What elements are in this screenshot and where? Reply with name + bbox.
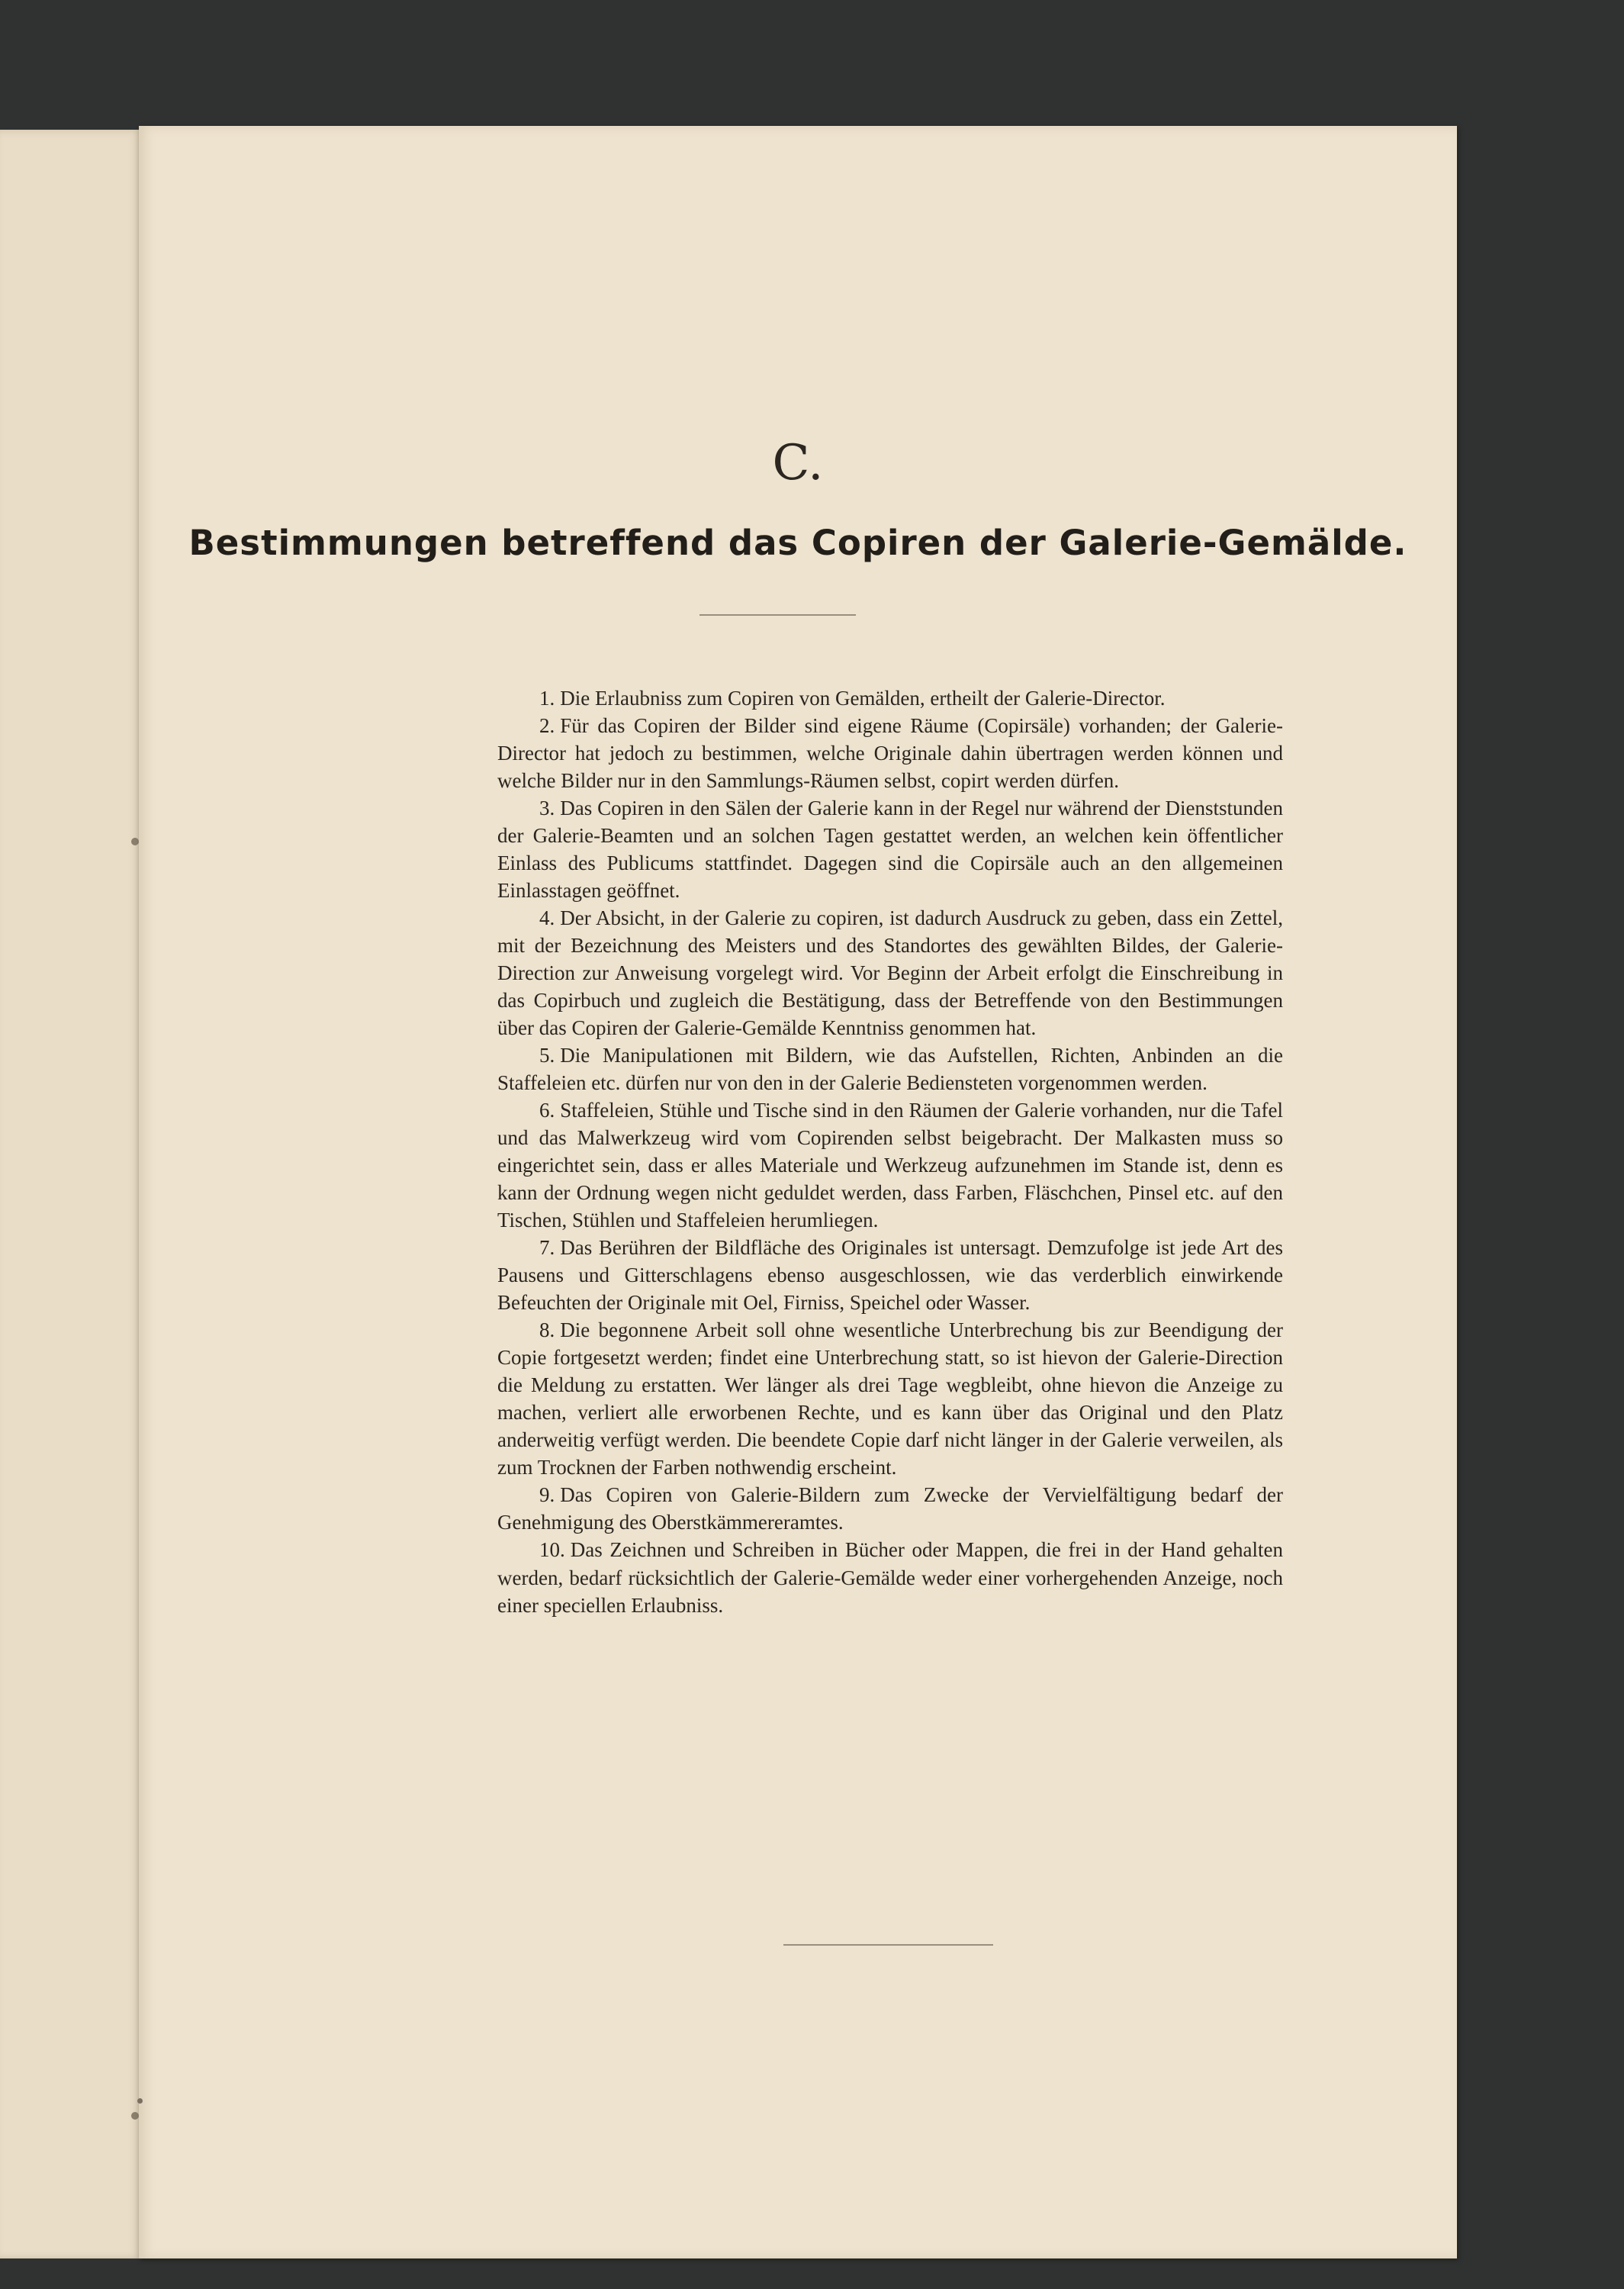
binding-mark — [131, 838, 139, 845]
rule-item — [497, 1316, 1283, 1481]
rule-number: 2. — [539, 714, 555, 738]
rule-item — [497, 1041, 1283, 1096]
title-divider — [699, 614, 856, 616]
rule-text: Das Copiren von Galerie-Bildern zum Zwecke der Vervielfältigung bedarf der Genehmigung des Oberstkämmereramtes. — [497, 1483, 1283, 1534]
rule-item — [497, 712, 1283, 794]
rule-text: Die Erlaubniss zum Copiren von Gemälden, ertheilt der Galerie-Director. — [560, 687, 1166, 710]
rules-list — [497, 684, 1283, 1619]
rule-text: Das Berühren der Bildfläche des Originales ist untersagt. Demzufolge ist jede Art des Pausens und Gitterschlagens ebenso ausgeschlossen, wie das verderblich einwirkende Befeuchten der Originale mit Oel, Firniss, Speichel oder Wasser. — [497, 1236, 1283, 1315]
rule-text: Für das Copiren der Bilder sind eigene Räume (Copirsäle) vorhanden; der Galerie-Director hat jedoch zu bestimmen, welche Originale dahin übertragen werden können und welche Bilder nur in den Sammlungs-Räumen selbst, copirt werden dürfen. — [497, 714, 1283, 793]
rule-item — [497, 1234, 1283, 1316]
rule-number: 6. — [539, 1099, 555, 1122]
rule-number: 4. — [539, 906, 555, 930]
rule-text: Das Zeichnen und Schreiben in Bücher oder Mappen, die frei in der Hand gehalten werden, bedarf rücksichtlich der Galerie-Gemälde weder einer vorhergehenden Anzeige, noch einer speciellen Erlaubniss. — [497, 1538, 1283, 1617]
rule-text: Das Copiren in den Sälen der Galerie kann in der Regel nur während der Dienststunden der Galerie-Beamten und an solchen Tagen gestattet werden, an welchen kein öffentlicher Einlass des Publicums stattfindet. Dagegen sind die Copirsäle auch an den allgemeinen Einlasstagen geöffnet. — [497, 797, 1283, 903]
rule-item — [497, 794, 1283, 904]
rule-item — [497, 904, 1283, 1041]
rule-number: 3. — [539, 797, 555, 820]
rule-number: 7. — [539, 1236, 555, 1260]
rule-number: 8. — [539, 1318, 555, 1342]
rule-item — [497, 684, 1283, 712]
rule-number: 5. — [539, 1044, 555, 1067]
document-page — [139, 126, 1457, 2258]
binding-mark — [131, 2112, 139, 2120]
section-letter: C. — [772, 435, 824, 491]
rule-item — [497, 1481, 1283, 1536]
rule-item — [497, 1096, 1283, 1234]
rule-text: Staffeleien, Stühle und Tische sind in den Räumen der Galerie vorhanden, nur die Tafel und das Malwerkzeug wird vom Copirenden selbst beigebracht. Der Malkasten muss so eingerichtet sein, dass er alles Materiale und Werkzeug aufzunehmen im Stande ist, denn es kann der Ordnung wegen nicht geduldet werden, dass Farben, Fläschchen, Pinsel etc. auf den Tischen, Stühlen und Staffeleien herumliegen. — [497, 1099, 1283, 1232]
rule-number: 1. — [539, 687, 555, 710]
end-divider — [783, 1944, 993, 1946]
rule-text: Die Manipulationen mit Bildern, wie das Aufstellen, Richten, Anbinden an die Staffeleien etc. dürfen nur von den in der Galerie Bediensteten vorgenommen werden. — [497, 1044, 1283, 1095]
rule-item — [497, 1536, 1283, 1618]
page-title: Bestimmungen betreffend das Copiren der Galerie-Gemälde. — [188, 523, 1407, 563]
paper-speck — [137, 2098, 143, 2104]
rule-text: Die begonnene Arbeit soll ohne wesentliche Unterbrechung bis zur Beendigung der Copie fortgesetzt werden; findet eine Unterbrechung statt, so ist hievon der Galerie-Direction die Meldung zu erstatten. Wer länger als drei Tage wegbleibt, ohne hievon die Anzeige zu machen, verliert alle erworbenen Rechte, und es kann über das Original und den Platz anderweitig verfügt werden. Die beendete Copie darf nicht länger in der Galerie verweilen, als zum Trocknen der Farben nothwendig erscheint. — [497, 1318, 1283, 1479]
rule-text: Der Absicht, in der Galerie zu copiren, ist dadurch Ausdruck zu geben, dass ein Zettel, mit der Bezeichnung des Meisters und des Standortes des gewählten Bildes, der Galerie-Direction zur Anweisung vorgelegt wird. Vor Beginn der Arbeit erfolgt die Einschreibung in das Copirbuch und zugleich die Bestätigung, dass der Betreffende von den Bestimmungen über das Copiren der Galerie-Gemälde Kenntniss genommen hat. — [497, 906, 1283, 1040]
rule-number: 9. — [539, 1483, 555, 1507]
rule-number: 10. — [539, 1538, 565, 1562]
facing-page-edge — [0, 130, 141, 2258]
